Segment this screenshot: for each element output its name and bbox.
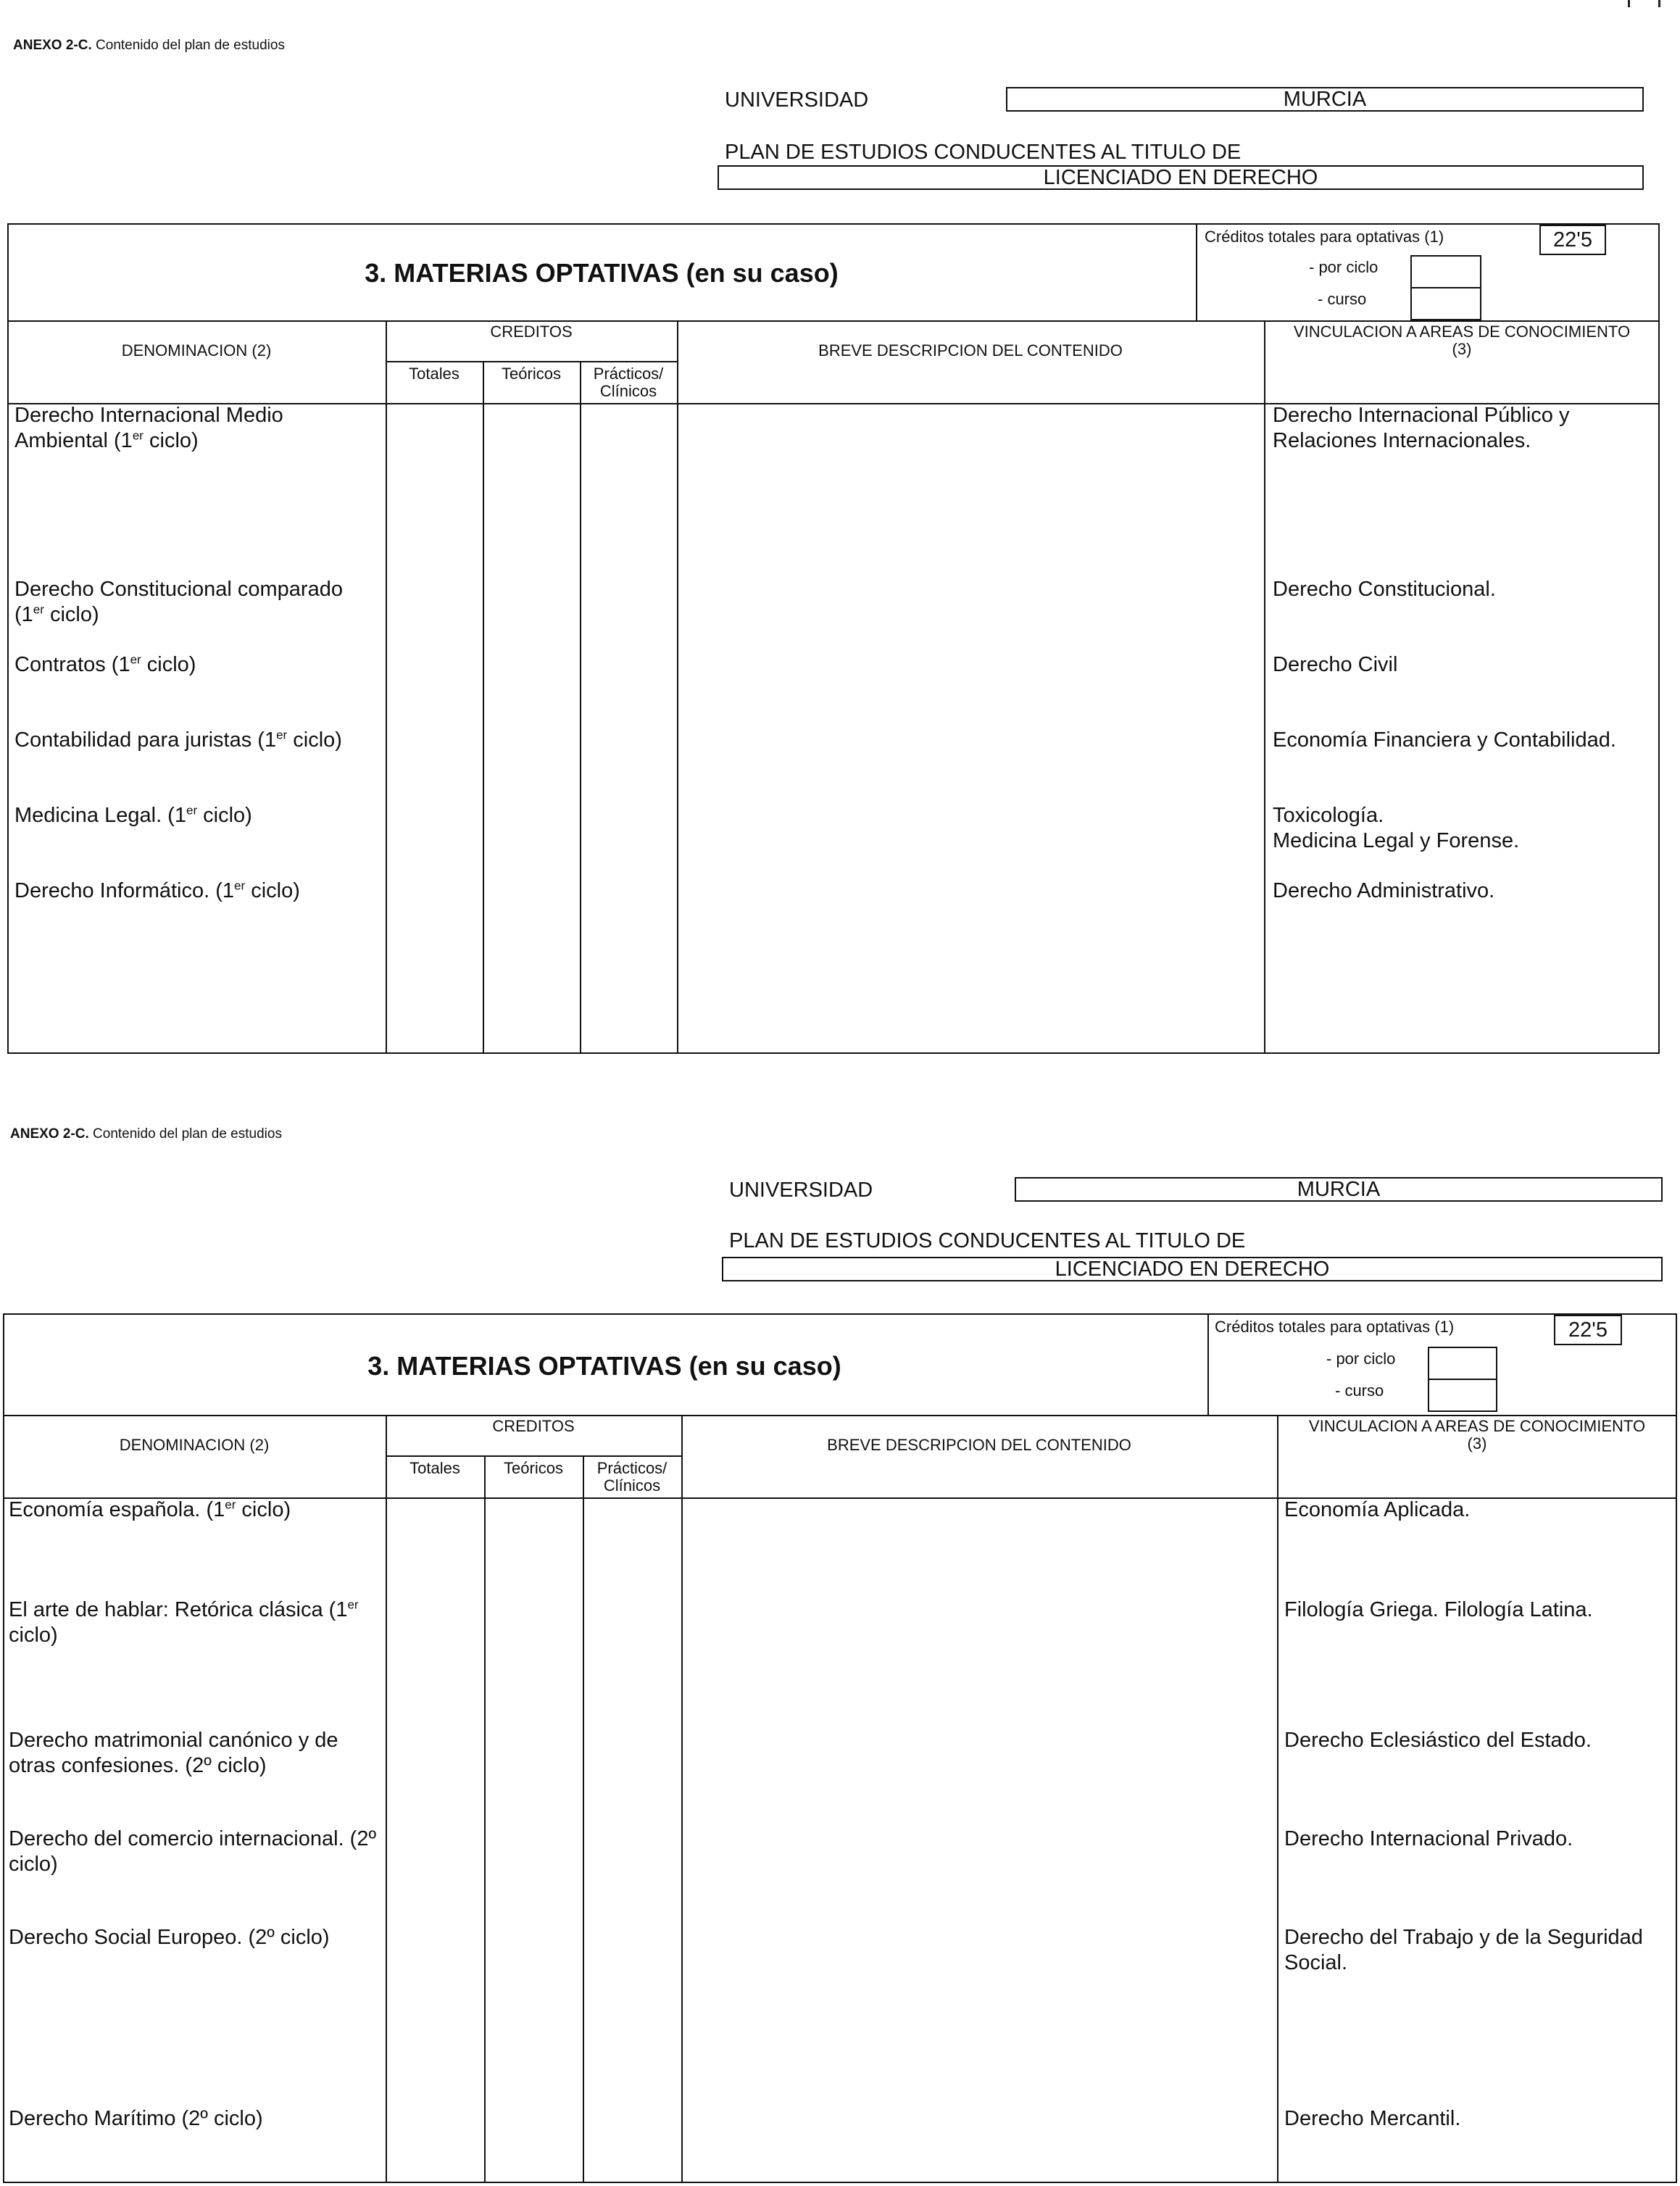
header-denominacion: DENOMINACION (2) — [119, 1436, 270, 1454]
universidad-value: MURCIA — [1006, 87, 1644, 112]
row-area: Derecho Administrativo. — [1273, 879, 1495, 902]
anexo-heading: ANEXO 2-C. Contenido del plan de estudios — [10, 1126, 282, 1142]
page-corner-mark — [1623, 0, 1667, 7]
row-denominacion: Contratos (1er ciclo) — [14, 652, 196, 676]
header-descripcion: BREVE DESCRIPCION DEL CONTENIDO — [827, 1436, 1131, 1454]
anexo-heading: ANEXO 2-C. Contenido del plan de estudios — [13, 38, 285, 53]
row-denominacion: Derecho Internacional Medio Ambiental (1er ciclo) — [14, 404, 283, 452]
header-vinculacion: VINCULACION A AREAS DE CONOCIMIENTO (3) — [1308, 1417, 1646, 1453]
row-area: Derecho Civil — [1273, 653, 1398, 676]
row-area: Toxicología. Medicina Legal y Forense. — [1273, 804, 1520, 852]
por-ciclo-label: - por ciclo — [1326, 1350, 1396, 1368]
creditos-totales-value: 22'5 — [1539, 225, 1606, 255]
row-area: Derecho Internacional Público y Relaciones Internacionales. — [1273, 404, 1570, 452]
row-area: Economía Aplicada. — [1284, 1498, 1471, 1521]
creditos-totales-label: Créditos totales para optativas (1) — [1205, 228, 1444, 246]
row-denominacion: Derecho Constitucional comparado (1er ciclo) — [14, 578, 343, 626]
header-denominacion: DENOMINACION (2) — [121, 341, 272, 360]
curso-box — [1410, 287, 1481, 320]
row-denominacion: Derecho matrimonial canónico y de otras confesiones. (2º ciclo) — [9, 1729, 338, 1777]
header-vinculacion: VINCULACION A AREAS DE CONOCIMIENTO (3) — [1293, 323, 1631, 358]
curso-box — [1428, 1379, 1497, 1412]
header-practicos: Prácticos/ Clínicos — [593, 365, 664, 400]
header-practicos: Prácticos/ Clínicos — [596, 1459, 668, 1495]
creditos-totales-value: 22'5 — [1554, 1315, 1622, 1345]
row-area: Derecho Constitucional. — [1273, 578, 1496, 601]
header-teoricos: Teóricos — [502, 365, 561, 383]
row-denominacion: Medicina Legal. (1er ciclo) — [14, 803, 252, 827]
creditos-totales-label: Créditos totales para optativas (1) — [1215, 1318, 1455, 1336]
titulo-value: LICENCIADO EN DERECHO — [722, 1257, 1663, 1281]
row-area: Derecho Eclesiástico del Estado. — [1284, 1729, 1592, 1752]
section-title: 3. MATERIAS OPTATIVAS (en su caso) — [367, 1351, 841, 1381]
row-area: Filología Griega. Filología Latina. — [1284, 1598, 1593, 1621]
header-teoricos: Teóricos — [504, 1459, 563, 1477]
plan-label: PLAN DE ESTUDIOS CONDUCENTES AL TITULO DE — [725, 141, 1242, 164]
section-title: 3. MATERIAS OPTATIVAS (en su caso) — [365, 258, 839, 288]
row-denominacion: Derecho Social Europeo. (2º ciclo) — [9, 1926, 330, 1949]
curso-label: - curso — [1318, 290, 1367, 308]
header-totales: Totales — [409, 1459, 460, 1477]
row-denominacion: Derecho Marítimo (2º ciclo) — [9, 2107, 263, 2130]
row-area: Economía Financiera y Contabilidad. — [1273, 728, 1616, 752]
header-descripcion: BREVE DESCRIPCION DEL CONTENIDO — [818, 341, 1123, 360]
por-ciclo-box — [1410, 255, 1481, 288]
por-ciclo-label: - por ciclo — [1309, 258, 1378, 276]
row-denominacion: Derecho del comercio internacional. (2º ciclo) — [9, 1827, 377, 1876]
curso-label: - curso — [1335, 1381, 1384, 1400]
plan-label: PLAN DE ESTUDIOS CONDUCENTES AL TITULO DE — [729, 1229, 1246, 1252]
row-denominacion: El arte de hablar: Retórica clásica (1er ciclo) — [9, 1597, 359, 1647]
row-denominacion: Derecho Informático. (1er ciclo) — [14, 878, 300, 902]
row-area: Derecho Internacional Privado. — [1284, 1827, 1573, 1850]
row-area: Derecho Mercantil. — [1284, 2107, 1461, 2130]
header-creditos: CREDITOS — [490, 323, 573, 341]
por-ciclo-box — [1428, 1347, 1497, 1380]
universidad-label: UNIVERSIDAD — [725, 88, 869, 112]
universidad-label: UNIVERSIDAD — [729, 1179, 873, 1202]
universidad-value: MURCIA — [1015, 1177, 1663, 1202]
titulo-value: LICENCIADO EN DERECHO — [718, 165, 1644, 190]
header-creditos: CREDITOS — [492, 1417, 575, 1435]
header-totales: Totales — [409, 365, 459, 383]
row-denominacion: Contabilidad para juristas (1er ciclo) — [14, 728, 342, 752]
row-area: Derecho del Trabajo y de la Seguridad Social. — [1284, 1926, 1643, 1974]
row-denominacion: Economía española. (1er ciclo) — [9, 1497, 291, 1521]
